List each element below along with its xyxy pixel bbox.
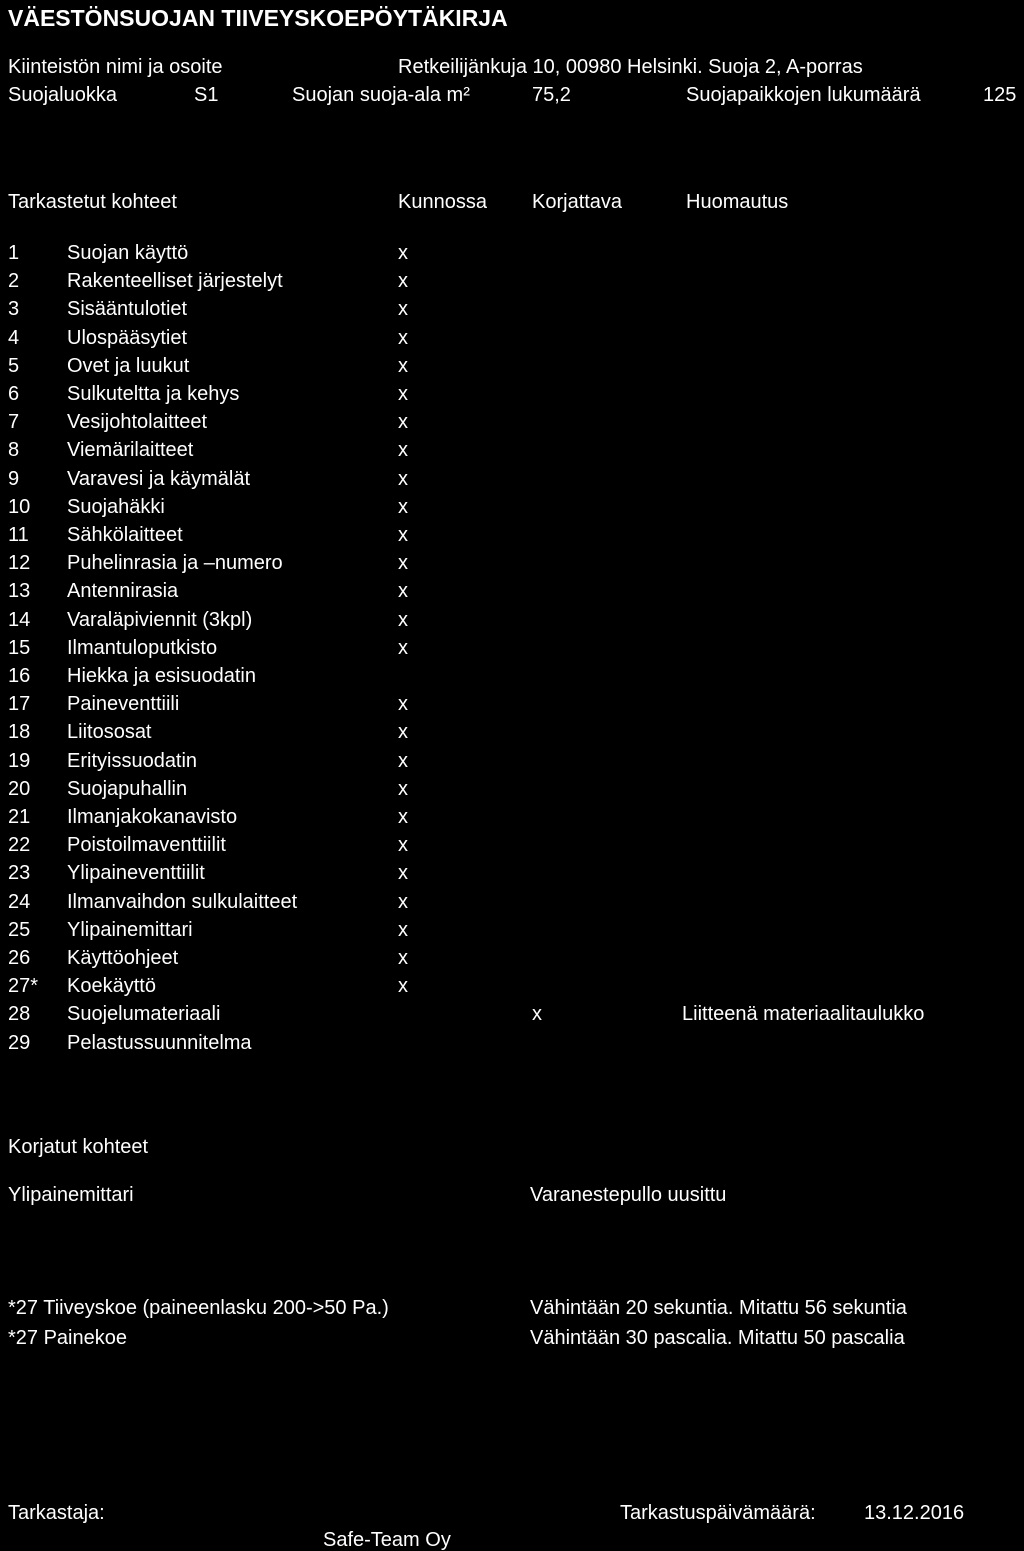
row-number: 12 — [8, 552, 31, 575]
column-header-note: Huomautus — [686, 191, 789, 213]
row-item-name: Viemärilaitteet — [67, 439, 194, 462]
row-ok-mark: x — [398, 495, 408, 518]
property-value: Retkeilijänkuja 10, 00980 Helsinki. Suoja 2, A-porras — [398, 56, 863, 78]
row-ok-mark: x — [398, 834, 408, 857]
row-item-name: Ilmanjakokanavisto — [67, 806, 238, 828]
table-row — [0, 299, 1024, 327]
shelter-area-value: 75,2 — [532, 84, 571, 106]
row-number: 15 — [8, 636, 31, 659]
row-ok-mark: x — [398, 918, 408, 941]
table-row — [0, 412, 1024, 440]
row-item-name: Varaläpiviennit (3kpl) — [67, 608, 253, 631]
table-row — [0, 722, 1024, 750]
row-item-name: Liitososat — [67, 721, 152, 744]
table-row — [0, 440, 1024, 468]
fixed-item-action: Varanestepullo uusittu — [530, 1184, 727, 1206]
row-number: 28 — [8, 1003, 31, 1026]
row-number: 4 — [8, 326, 20, 349]
property-label: Kiinteistön nimi ja osoite — [8, 56, 223, 78]
row-item-name: Hiekka ja esisuodatin — [67, 665, 256, 687]
table-row — [0, 271, 1024, 299]
shelter-class-label: Suojaluokka — [8, 84, 117, 106]
row-item-name: Paineventtiili — [67, 693, 180, 716]
table-row — [0, 1004, 1024, 1032]
table-row — [0, 328, 1024, 356]
row-item-name: Sulkuteltta ja kehys — [67, 383, 240, 405]
table-row — [0, 976, 1024, 1004]
inspector-value: Safe-Team Oy — [323, 1529, 451, 1551]
shelter-class-value: S1 — [194, 84, 219, 106]
row-number: 10 — [8, 495, 31, 518]
row-ok-mark: x — [398, 411, 408, 434]
row-number: 25 — [8, 918, 31, 941]
inspector-label: Tarkastaja: — [8, 1502, 105, 1524]
row-item-name: Suojahäkki — [67, 495, 165, 518]
row-item-name: Rakenteelliset järjestelyt — [67, 270, 283, 293]
table-row — [0, 835, 1024, 863]
row-number: 6 — [8, 383, 20, 405]
row-number: 9 — [8, 467, 20, 490]
table-row — [0, 610, 1024, 638]
table-row — [0, 1033, 1024, 1061]
row-number: 3 — [8, 298, 20, 321]
row-item-name: Käyttöohjeet — [67, 947, 179, 969]
row-number: 2 — [8, 270, 20, 293]
row-number: 18 — [8, 721, 31, 744]
test-value: Vähintään 20 sekuntia. Mitattu 56 sekuntia — [530, 1297, 907, 1319]
shelter-area-label: Suojan suoja-ala m² — [292, 84, 470, 106]
row-ok-mark: x — [398, 354, 408, 377]
row-item-name: Suojelumateriaali — [67, 1003, 221, 1026]
table-row — [0, 751, 1024, 779]
row-ok-mark: x — [398, 947, 408, 969]
row-item-name: Ulospääsytiet — [67, 326, 188, 349]
column-header-ok: Kunnossa — [398, 191, 487, 213]
row-number: 17 — [8, 693, 31, 716]
row-item-name: Ylipainemittari — [67, 918, 193, 941]
row-ok-mark: x — [398, 298, 408, 321]
shelter-places-value: 125 — [983, 84, 1017, 106]
row-ok-mark: x — [398, 721, 408, 744]
row-ok-mark: x — [398, 326, 408, 349]
row-ok-mark: x — [398, 975, 408, 998]
row-number: 26 — [8, 947, 31, 969]
row-fix-mark: x — [532, 1003, 542, 1026]
table-row — [0, 581, 1024, 609]
table-row — [0, 920, 1024, 948]
table-row — [0, 892, 1024, 920]
date-value: 13.12.2016 — [864, 1502, 965, 1524]
row-number: 7 — [8, 411, 20, 434]
row-item-name: Suojan käyttö — [67, 242, 189, 264]
date-label: Tarkastuspäivämäärä: — [620, 1502, 816, 1524]
row-number: 1 — [8, 242, 20, 264]
table-row — [0, 469, 1024, 497]
row-item-name: Antennirasia — [67, 580, 179, 603]
table-row — [0, 356, 1024, 384]
table-row — [0, 666, 1024, 694]
row-ok-mark: x — [398, 890, 408, 913]
row-ok-mark: x — [398, 862, 408, 885]
row-ok-mark: x — [398, 270, 408, 293]
row-item-name: Suojapuhallin — [67, 777, 188, 800]
table-row — [0, 243, 1024, 271]
row-ok-mark: x — [398, 608, 408, 631]
row-number: 16 — [8, 665, 31, 687]
row-item-name: Ilmanvaihdon sulkulaitteet — [67, 890, 298, 913]
table-row — [0, 525, 1024, 553]
row-ok-mark: x — [398, 777, 408, 800]
row-ok-mark: x — [398, 693, 408, 716]
row-number: 29 — [8, 1031, 31, 1054]
row-ok-mark: x — [398, 242, 408, 264]
row-ok-mark: x — [398, 806, 408, 828]
row-number: 24 — [8, 890, 31, 913]
row-number: 19 — [8, 749, 31, 772]
row-ok-mark: x — [398, 636, 408, 659]
test-value: Vähintään 30 pascalia. Mitattu 50 pascalia — [530, 1327, 905, 1349]
row-item-name: Ilmantuloputkisto — [67, 636, 218, 659]
table-row — [0, 863, 1024, 891]
column-header-items: Tarkastetut kohteet — [8, 191, 177, 213]
row-note: Liitteenä materiaalitaulukko — [682, 1003, 925, 1026]
row-ok-mark: x — [398, 524, 408, 546]
document-title: VÄESTÖNSUOJAN TIIVEYSKOEPÖYTÄKIRJA — [8, 5, 508, 31]
table-row — [0, 497, 1024, 525]
row-item-name: Vesijohtolaitteet — [67, 411, 208, 434]
row-ok-mark: x — [398, 552, 408, 575]
test-label: *27 Tiiveyskoe (paineenlasku 200->50 Pa.) — [8, 1297, 389, 1319]
row-number: 27* — [8, 975, 39, 998]
table-row — [0, 694, 1024, 722]
row-number: 11 — [8, 524, 29, 546]
row-ok-mark: x — [398, 383, 408, 405]
table-row — [0, 384, 1024, 412]
table-row — [0, 807, 1024, 835]
row-item-name: Varavesi ja käymälät — [67, 467, 251, 490]
column-header-fix: Korjattava — [532, 191, 623, 213]
row-ok-mark: x — [398, 749, 408, 772]
row-number: 13 — [8, 580, 31, 603]
shelter-places-label: Suojapaikkojen lukumäärä — [686, 84, 921, 106]
row-number: 22 — [8, 834, 31, 857]
row-number: 23 — [8, 862, 31, 885]
fixed-items-heading: Korjatut kohteet — [8, 1136, 149, 1158]
row-number: 8 — [8, 439, 20, 462]
table-row — [0, 553, 1024, 581]
row-item-name: Koekäyttö — [67, 975, 156, 998]
row-item-name: Poistoilmaventtiilit — [67, 834, 226, 857]
row-number: 20 — [8, 777, 31, 800]
row-item-name: Pelastussuunnitelma — [67, 1031, 252, 1054]
row-ok-mark: x — [398, 467, 408, 490]
table-row — [0, 638, 1024, 666]
table-row — [0, 779, 1024, 807]
row-item-name: Erityissuodatin — [67, 749, 198, 772]
row-ok-mark: x — [398, 580, 408, 603]
row-item-name: Sisääntulotiet — [67, 298, 188, 321]
row-item-name: Ylipaineventtiilit — [67, 862, 205, 885]
row-number: 5 — [8, 354, 20, 377]
table-row — [0, 948, 1024, 976]
row-ok-mark: x — [398, 439, 408, 462]
test-label: *27 Painekoe — [8, 1327, 127, 1349]
row-item-name: Puhelinrasia ja –numero — [67, 552, 283, 575]
row-item-name: Ovet ja luukut — [67, 354, 190, 377]
fixed-item-name: Ylipainemittari — [8, 1184, 134, 1206]
row-number: 21 — [8, 806, 31, 828]
row-number: 14 — [8, 608, 31, 631]
row-item-name: Sähkölaitteet — [67, 524, 183, 546]
